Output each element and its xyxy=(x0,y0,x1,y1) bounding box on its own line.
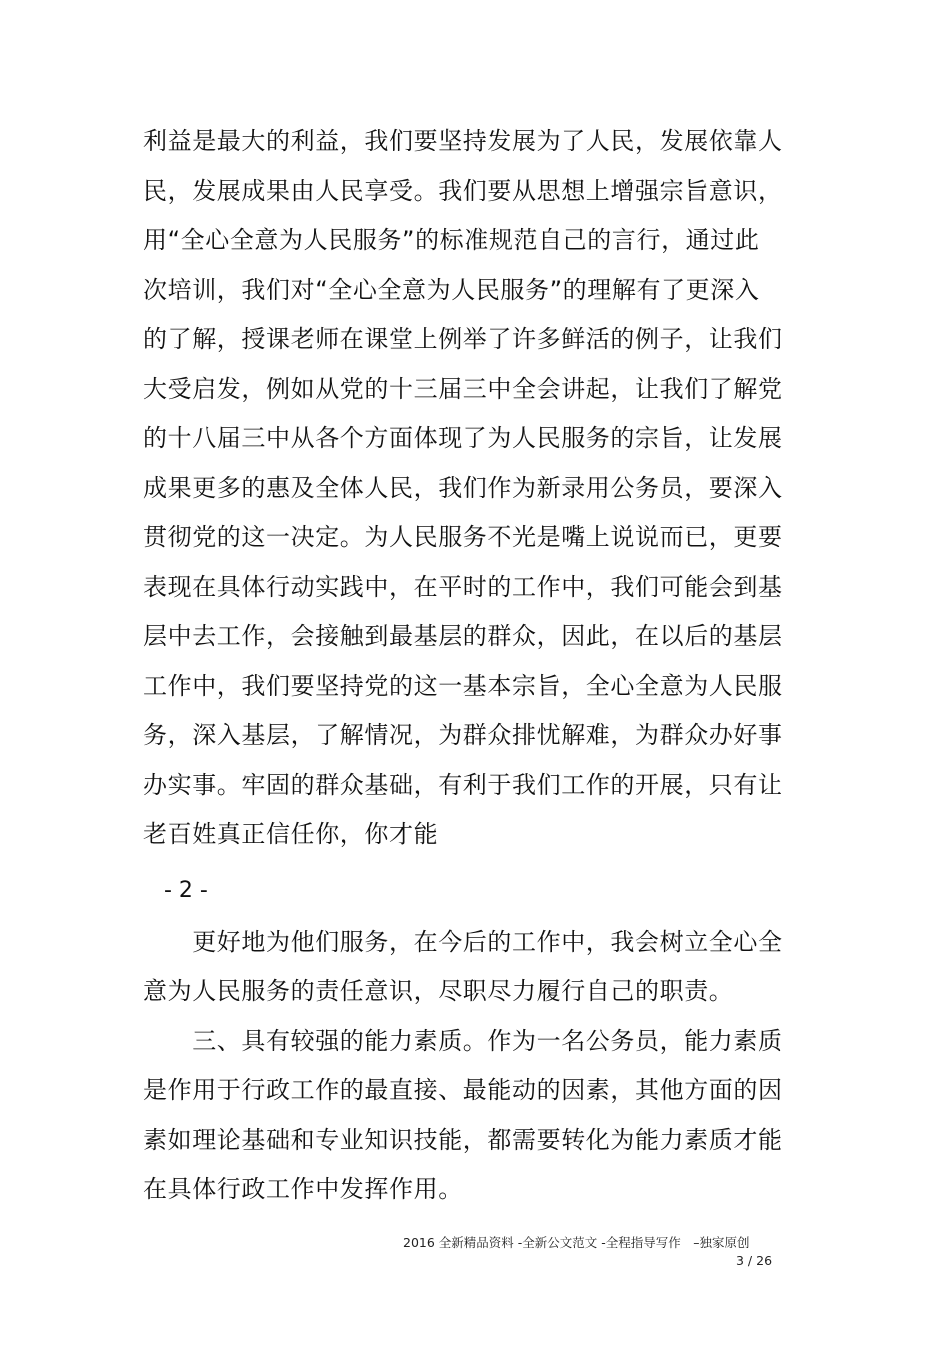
body-line-16: 更好地为他们服务，在今后的工作中，我会树立全心全 xyxy=(143,928,783,956)
body-line-3: 用“全心全意为人民服务”的标准规范自己的言行，通过此 xyxy=(143,226,760,254)
footer-text: 2016 全新精品资料 -全新公文范文 -全程指导写作 –独家原创 xyxy=(403,1235,750,1250)
body-line-20: 素如理论基础和专业知识技能，都需要转化为能力素质才能 xyxy=(143,1126,783,1154)
body-line-7: 的十八届三中从各个方面体现了为人民服务的宗旨，让发展 xyxy=(143,424,783,452)
body-line-12: 工作中，我们要坚持党的这一基本宗旨，全心全意为人民服 xyxy=(143,672,783,700)
body-line-11: 层中去工作，会接触到最基层的群众，因此，在以后的基层 xyxy=(143,622,783,650)
body-line-14: 办实事。牢固的群众基础，有利于我们工作的开展，只有让 xyxy=(143,771,783,799)
body-line-4: 次培训，我们对“全心全意为人民服务”的理解有了更深入 xyxy=(143,276,760,304)
body-line-18: 三、具有较强的能力素质。作为一名公务员，能力素质 xyxy=(143,1027,783,1055)
body-line-5: 的了解，授课老师在课堂上例举了许多鲜活的例子，让我们 xyxy=(143,325,783,353)
body-line-17: 意为人民服务的责任意识，尽职尽力履行自己的职责。 xyxy=(143,977,734,1005)
body-line-13: 务，深入基层，了解情况，为群众排忧解难，为群众办好事 xyxy=(143,721,783,749)
body-line-15: 老百姓真正信任你，你才能 xyxy=(143,820,439,848)
body-line-9: 贯彻党的这一决定。为人民服务不光是嘴上说说而已，更要 xyxy=(143,523,783,551)
body-line-21: 在具体行政工作中发挥作用。 xyxy=(143,1175,463,1203)
page-number: 3 / 26 xyxy=(736,1253,773,1268)
body-line-2: 民，发展成果由人民享受。我们要从思想上增强宗旨意识， xyxy=(143,177,783,205)
body-line-19: 是作用于行政工作的最直接、最能动的因素，其他方面的因 xyxy=(143,1076,783,1104)
body-line-6: 大受启发，例如从党的十三届三中全会讲起，让我们了解党 xyxy=(143,375,783,403)
page-marker: - 2 - xyxy=(164,878,208,903)
body-line-10: 表现在具体行动实践中，在平时的工作中，我们可能会到基 xyxy=(143,573,783,601)
body-line-8: 成果更多的惠及全体人民，我们作为新录用公务员，要深入 xyxy=(143,474,783,502)
body-line-1: 利益是最大的利益，我们要坚持发展为了人民，发展依靠人 xyxy=(143,127,783,155)
